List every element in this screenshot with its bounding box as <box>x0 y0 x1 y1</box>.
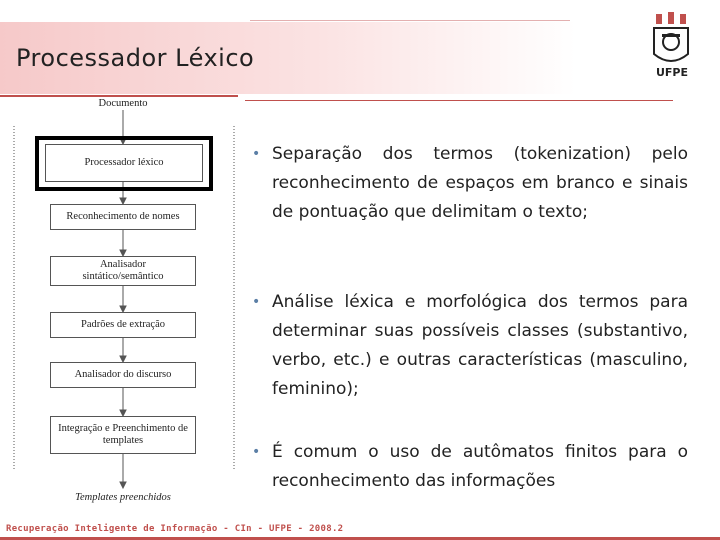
step-padroes-extracao: Padrões de extração <box>50 312 196 338</box>
title-underline <box>0 95 238 97</box>
bullet-item <box>252 288 688 404</box>
step-reconhecimento-nomes: Reconhecimento de nomes <box>50 204 196 230</box>
bullet-item <box>252 438 688 496</box>
bullet-text: Análise léxica e morfológica dos termos para determinar suas possíveis classes (substantivo, verbo, etc.) e outras características (masculino, feminino); <box>272 292 688 399</box>
content-divider <box>245 100 673 101</box>
bullet-text: Separação dos termos (tokenization) pelo reconhecimento de espaços em branco e sinais de pontuação que delimitam o texto; <box>272 144 688 222</box>
bullet-dot-icon: • <box>252 294 261 310</box>
step-analisador-sintatico: Analisador sintático/semântico <box>50 256 196 286</box>
bullet-item <box>252 140 688 227</box>
slide-title: Processador Léxico <box>16 44 255 72</box>
step-analisador-discurso: Analisador do discurso <box>50 362 196 388</box>
bullet-text: É comum o uso de autômatos finitos para o reconhecimento das informações <box>272 442 688 491</box>
diagram-bottom-label: Templates preenchidos <box>75 492 171 503</box>
footer-text: Recuperação Inteligente de Informação - CIn - UFPE - 2008.2 <box>6 524 344 534</box>
pipeline-diagram <box>0 98 245 518</box>
bullet-dot-icon: • <box>252 444 261 460</box>
step-processador-lexico: Processador léxico <box>45 144 203 182</box>
top-divider <box>250 20 570 21</box>
highlight-box <box>35 136 213 191</box>
logo-text: UFPE <box>655 66 689 79</box>
bullet-dot-icon: • <box>252 146 261 162</box>
step-integracao: Integração e Preenchimento de templates <box>50 416 196 454</box>
diagram-top-label: Documento <box>98 98 148 109</box>
